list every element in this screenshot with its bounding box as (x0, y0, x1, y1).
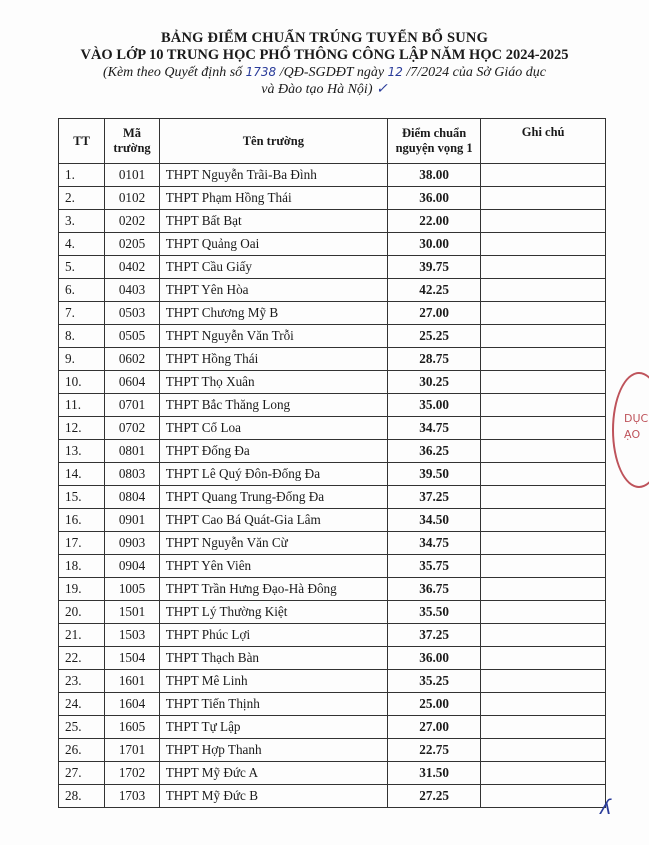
cell-ma-truong: 1005 (105, 578, 159, 601)
table-row (59, 486, 606, 509)
cell-ten-truong: THPT Quảng Oai (159, 233, 387, 256)
cell-tt: 10. (59, 371, 105, 394)
cell-ten-truong: THPT Lý Thường Kiệt (159, 601, 387, 624)
cell-diem-chuan: 39.50 (388, 463, 481, 486)
cell-ma-truong: 0804 (105, 486, 159, 509)
cell-ten-truong: THPT Hồng Thái (159, 348, 387, 371)
cell-ghi-chu (481, 394, 606, 417)
cell-ma-truong: 1601 (105, 670, 159, 693)
cell-diem-chuan: 22.75 (388, 739, 481, 762)
cell-tt: 1. (59, 164, 105, 187)
cell-ghi-chu (481, 785, 606, 808)
table-row (59, 578, 606, 601)
table-row (59, 555, 606, 578)
cell-tt: 19. (59, 578, 105, 601)
cell-ma-truong: 0102 (105, 187, 159, 210)
cell-ten-truong: THPT Nguyễn Trãi-Ba Đình (159, 164, 387, 187)
cell-ghi-chu (481, 187, 606, 210)
cell-tt: 17. (59, 532, 105, 555)
cell-diem-chuan: 39.75 (388, 256, 481, 279)
column-header-diem-line2: nguyện vọng 1 (395, 141, 473, 155)
cell-ten-truong: THPT Đống Đa (159, 440, 387, 463)
cell-ten-truong: THPT Yên Hòa (159, 279, 387, 302)
cell-ten-truong: THPT Phạm Hồng Thái (159, 187, 387, 210)
cell-ten-truong: THPT Phúc Lợi (159, 624, 387, 647)
cell-ten-truong: THPT Bất Bạt (159, 210, 387, 233)
cell-ghi-chu (481, 578, 606, 601)
table-row (59, 509, 606, 532)
table-row (59, 348, 606, 371)
subtitle-line2-text: và Đào tạo Hà Nội) (261, 82, 373, 97)
cell-ten-truong: THPT Chương Mỹ B (159, 302, 387, 325)
cell-ten-truong: THPT Tiến Thịnh (159, 693, 387, 716)
cell-diem-chuan: 35.50 (388, 601, 481, 624)
column-header-diem-chuan (388, 119, 481, 164)
cell-diem-chuan: 27.00 (388, 302, 481, 325)
score-table (58, 118, 606, 808)
cell-tt: 14. (59, 463, 105, 486)
cell-ma-truong: 0901 (105, 509, 159, 532)
cell-ghi-chu (481, 532, 606, 555)
cell-ghi-chu (481, 233, 606, 256)
table-row (59, 164, 606, 187)
table-row (59, 187, 606, 210)
table-row (59, 739, 606, 762)
cell-ten-truong: THPT Lê Quý Đôn-Đống Đa (159, 463, 387, 486)
subtitle-middle: /QĐ-SGDĐT ngày (276, 65, 388, 80)
table-row (59, 647, 606, 670)
cell-diem-chuan: 42.25 (388, 279, 481, 302)
cell-diem-chuan: 37.25 (388, 486, 481, 509)
table-row (59, 440, 606, 463)
cell-ghi-chu (481, 371, 606, 394)
subtitle-prefix: (Kèm theo Quyết định số (102, 65, 246, 80)
cell-ma-truong: 0202 (105, 210, 159, 233)
table-row (59, 394, 606, 417)
table-row (59, 210, 606, 233)
cell-ma-truong: 1703 (105, 785, 159, 808)
cell-ma-truong: 1501 (105, 601, 159, 624)
cell-diem-chuan: 30.25 (388, 371, 481, 394)
cell-ma-truong: 1701 (105, 739, 159, 762)
cell-ten-truong: THPT Quang Trung-Đống Đa (159, 486, 387, 509)
cell-diem-chuan: 25.00 (388, 693, 481, 716)
cell-ma-truong: 0503 (105, 302, 159, 325)
column-header-ten-truong: Tên trường (159, 119, 387, 164)
cell-ghi-chu (481, 762, 606, 785)
table-row (59, 233, 606, 256)
column-header-ma-line1: Mã (122, 126, 142, 140)
cell-ma-truong: 1604 (105, 693, 159, 716)
cell-ma-truong: 0205 (105, 233, 159, 256)
cell-ma-truong: 0101 (105, 164, 159, 187)
cell-tt: 28. (59, 785, 105, 808)
table-row (59, 279, 606, 302)
cell-tt: 4. (59, 233, 105, 256)
cell-ghi-chu (481, 555, 606, 578)
cell-ghi-chu (481, 601, 606, 624)
cell-ten-truong: THPT Nguyễn Văn Cừ (159, 532, 387, 555)
cell-tt: 12. (59, 417, 105, 440)
cell-ma-truong: 1702 (105, 762, 159, 785)
cell-ma-truong: 0801 (105, 440, 159, 463)
table-row (59, 670, 606, 693)
cell-ghi-chu (481, 670, 606, 693)
cell-tt: 27. (59, 762, 105, 785)
cell-ghi-chu (481, 348, 606, 371)
cell-diem-chuan: 27.25 (388, 785, 481, 808)
cell-ma-truong: 1504 (105, 647, 159, 670)
cell-ma-truong: 0602 (105, 348, 159, 371)
handwritten-decision-number: 1738 (245, 65, 277, 79)
stamp-text-line2: ẠO (624, 428, 641, 441)
table-body (59, 164, 606, 808)
cell-diem-chuan: 34.50 (388, 509, 481, 532)
cell-ma-truong: 0604 (105, 371, 159, 394)
cell-diem-chuan: 35.75 (388, 555, 481, 578)
cell-diem-chuan: 37.25 (388, 624, 481, 647)
cell-ten-truong: THPT Cổ Loa (159, 417, 387, 440)
cell-tt: 22. (59, 647, 105, 670)
handwritten-initial-icon: ʎ (600, 795, 612, 819)
cell-diem-chuan: 36.25 (388, 440, 481, 463)
cell-ma-truong: 0803 (105, 463, 159, 486)
cell-ten-truong: THPT Hợp Thanh (159, 739, 387, 762)
table-row (59, 532, 606, 555)
table-row (59, 463, 606, 486)
cell-tt: 25. (59, 716, 105, 739)
cell-diem-chuan: 22.00 (388, 210, 481, 233)
cell-ghi-chu (481, 279, 606, 302)
cell-tt: 11. (59, 394, 105, 417)
cell-ghi-chu (481, 463, 606, 486)
cell-ghi-chu (481, 164, 606, 187)
column-header-tt: TT (59, 119, 105, 164)
cell-tt: 21. (59, 624, 105, 647)
cell-ma-truong: 0701 (105, 394, 159, 417)
table-row (59, 762, 606, 785)
table-row (59, 601, 606, 624)
cell-diem-chuan: 31.50 (388, 762, 481, 785)
cell-diem-chuan: 27.00 (388, 716, 481, 739)
cell-ten-truong: THPT Thạch Bàn (159, 647, 387, 670)
cell-tt: 23. (59, 670, 105, 693)
cell-ghi-chu (481, 486, 606, 509)
cell-ten-truong: THPT Cao Bá Quát-Gia Lâm (159, 509, 387, 532)
cell-ghi-chu (481, 210, 606, 233)
cell-ma-truong: 0402 (105, 256, 159, 279)
cell-diem-chuan: 25.25 (388, 325, 481, 348)
cell-ten-truong: THPT Mỹ Đức B (159, 785, 387, 808)
cell-ten-truong: THPT Tự Lập (159, 716, 387, 739)
cell-ghi-chu (481, 302, 606, 325)
cell-ma-truong: 0505 (105, 325, 159, 348)
table-row (59, 371, 606, 394)
document-subtitle-line2 (0, 81, 649, 98)
document-header (0, 30, 649, 98)
cell-tt: 13. (59, 440, 105, 463)
cell-tt: 20. (59, 601, 105, 624)
cell-ten-truong: THPT Bắc Thăng Long (159, 394, 387, 417)
cell-ma-truong: 0903 (105, 532, 159, 555)
column-header-diem-line1: Điểm chuẩn (402, 126, 467, 140)
cell-ma-truong: 0403 (105, 279, 159, 302)
handwritten-decision-day: 12 (387, 65, 403, 79)
cell-diem-chuan: 36.75 (388, 578, 481, 601)
cell-ma-truong: 0702 (105, 417, 159, 440)
table-header-row (59, 119, 606, 164)
cell-tt: 2. (59, 187, 105, 210)
stamp-text-line1: DỤC (624, 412, 649, 425)
cell-diem-chuan: 36.00 (388, 187, 481, 210)
table-row (59, 693, 606, 716)
cell-ten-truong: THPT Yên Viên (159, 555, 387, 578)
cell-ghi-chu (481, 417, 606, 440)
cell-diem-chuan: 30.00 (388, 233, 481, 256)
cell-ghi-chu (481, 647, 606, 670)
table-row (59, 716, 606, 739)
cell-tt: 24. (59, 693, 105, 716)
cell-ten-truong: THPT Mê Linh (159, 670, 387, 693)
cell-ghi-chu (481, 256, 606, 279)
cell-ghi-chu (481, 440, 606, 463)
cell-diem-chuan: 36.00 (388, 647, 481, 670)
document-title: BẢNG ĐIỂM CHUẨN TRÚNG TUYỂN BỔ SUNG (160, 30, 489, 46)
cell-ghi-chu (481, 325, 606, 348)
table-row (59, 417, 606, 440)
cell-tt: 16. (59, 509, 105, 532)
table-row (59, 256, 606, 279)
column-header-ghi-chu: Ghi chú (481, 119, 606, 164)
cell-diem-chuan: 35.25 (388, 670, 481, 693)
cell-tt: 8. (59, 325, 105, 348)
cell-diem-chuan: 38.00 (388, 164, 481, 187)
table-row (59, 325, 606, 348)
cell-ghi-chu (481, 739, 606, 762)
column-header-ma-line2: trường (113, 141, 151, 155)
table-row (59, 302, 606, 325)
cell-tt: 5. (59, 256, 105, 279)
cell-tt: 3. (59, 210, 105, 233)
cell-ghi-chu (481, 624, 606, 647)
cell-ten-truong: THPT Trần Hưng Đạo-Hà Đông (159, 578, 387, 601)
cell-ten-truong: THPT Cầu Giấy (159, 256, 387, 279)
signature-mark-icon: ✓ (375, 82, 388, 97)
cell-tt: 6. (59, 279, 105, 302)
cell-diem-chuan: 35.00 (388, 394, 481, 417)
table-row (59, 624, 606, 647)
official-stamp (612, 372, 649, 488)
cell-ma-truong: 1605 (105, 716, 159, 739)
cell-ma-truong: 0904 (105, 555, 159, 578)
document-title-line2: VÀO LỚP 10 TRUNG HỌC PHỔ THÔNG CÔNG LẬP NĂM HỌC 2024-2025 (80, 47, 569, 63)
cell-ten-truong: THPT Nguyễn Văn Trỗi (159, 325, 387, 348)
cell-tt: 9. (59, 348, 105, 371)
table-row (59, 785, 606, 808)
cell-tt: 26. (59, 739, 105, 762)
column-header-ma-truong (105, 119, 159, 164)
cell-ten-truong: THPT Thọ Xuân (159, 371, 387, 394)
cell-ghi-chu (481, 509, 606, 532)
cell-ghi-chu (481, 693, 606, 716)
document-subtitle (0, 64, 649, 81)
cell-ghi-chu (481, 716, 606, 739)
cell-diem-chuan: 34.75 (388, 532, 481, 555)
subtitle-suffix: /7/2024 của Sở Giáo dục (402, 65, 547, 80)
cell-tt: 18. (59, 555, 105, 578)
cell-ma-truong: 1503 (105, 624, 159, 647)
cell-ten-truong: THPT Mỹ Đức A (159, 762, 387, 785)
cell-tt: 15. (59, 486, 105, 509)
cell-diem-chuan: 28.75 (388, 348, 481, 371)
cell-diem-chuan: 34.75 (388, 417, 481, 440)
cell-tt: 7. (59, 302, 105, 325)
